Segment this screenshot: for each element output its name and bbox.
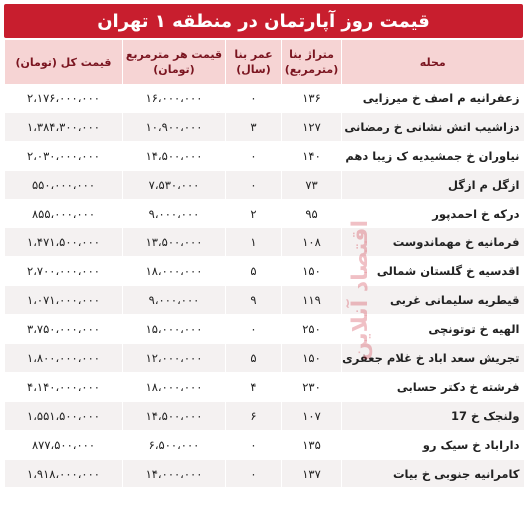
cell-size: ۱۵۰ xyxy=(282,257,342,286)
cell-area: داراباد خ سیک رو xyxy=(342,430,524,459)
cell-total: ۱،۹۱۸،۰۰۰،۰۰۰ xyxy=(5,459,123,488)
cell-size: ۱۵۰ xyxy=(282,344,342,373)
table-row xyxy=(5,199,524,228)
cell-total: ۸۵۵،۰۰۰،۰۰۰ xyxy=(5,199,123,228)
cell-size: ۱۱۹ xyxy=(282,286,342,315)
header-price: قیمت هر مترمربع (تومان) xyxy=(123,40,226,84)
cell-price: ۱۴،۵۰۰،۰۰۰ xyxy=(123,141,226,170)
cell-size: ۱۳۵ xyxy=(282,430,342,459)
table-row xyxy=(5,372,524,401)
cell-age: ۳ xyxy=(226,112,282,141)
cell-age: ۰ xyxy=(226,315,282,344)
header-row xyxy=(5,40,524,84)
cell-area: فرشته خ دکتر حسابی xyxy=(342,372,524,401)
cell-price: ۱۳،۵۰۰،۰۰۰ xyxy=(123,228,226,257)
cell-age: ۰ xyxy=(226,459,282,488)
cell-area: قیطریه سلیمانی غربی xyxy=(342,286,524,315)
cell-total: ۱،۴۷۱،۵۰۰،۰۰۰ xyxy=(5,228,123,257)
cell-size: ۱۰۸ xyxy=(282,228,342,257)
cell-total: ۲،۰۳۰،۰۰۰،۰۰۰ xyxy=(5,141,123,170)
table-row xyxy=(5,430,524,459)
cell-area: دزاشیب اتش نشانی خ رمضانی xyxy=(342,112,524,141)
cell-age: ۰ xyxy=(226,430,282,459)
watermark-text: اقتصاد آنلاین xyxy=(347,219,373,361)
table-row xyxy=(5,315,524,344)
cell-area: زعفرانیه م اصف خ میرزایی xyxy=(342,84,524,112)
cell-age: ۹ xyxy=(226,286,282,315)
cell-area: فرمانیه خ مهماندوست xyxy=(342,228,524,257)
cell-total: ۱،۰۷۱،۰۰۰،۰۰۰ xyxy=(5,286,123,315)
cell-price: ۷،۵۳۰،۰۰۰ xyxy=(123,170,226,199)
cell-area: کامرانیه جنوبی خ بیات xyxy=(342,459,524,488)
cell-area: اقدسیه خ گلستان شمالی xyxy=(342,257,524,286)
cell-size: ۲۳۰ xyxy=(282,372,342,401)
table-row xyxy=(5,228,524,257)
cell-total: ۲،۱۷۶،۰۰۰،۰۰۰ xyxy=(5,84,123,112)
cell-total: ۲،۷۰۰،۰۰۰،۰۰۰ xyxy=(5,257,123,286)
cell-price: ۱۴،۵۰۰،۰۰۰ xyxy=(123,401,226,430)
table-row xyxy=(5,459,524,488)
header-size: متراژ بنا (مترمربع) xyxy=(282,40,342,84)
cell-age: ۰ xyxy=(226,84,282,112)
table-row xyxy=(5,257,524,286)
table-row xyxy=(5,84,524,112)
cell-area: نیاوران خ جمشیدیه ک زیبا دهم xyxy=(342,141,524,170)
cell-total: ۱،۳۸۴،۳۰۰،۰۰۰ xyxy=(5,112,123,141)
table-row xyxy=(5,112,524,141)
cell-age: ۵ xyxy=(226,257,282,286)
cell-price: ۹،۰۰۰،۰۰۰ xyxy=(123,199,226,228)
cell-age: ۰ xyxy=(226,170,282,199)
cell-price: ۱۰،۹۰۰،۰۰۰ xyxy=(123,112,226,141)
cell-area: ازگل م ازگل xyxy=(342,170,524,199)
cell-area: درکه خ احمدپور xyxy=(342,199,524,228)
cell-size: ۱۳۶ xyxy=(282,84,342,112)
cell-total: ۱،۵۵۱،۵۰۰،۰۰۰ xyxy=(5,401,123,430)
table-row xyxy=(5,286,524,315)
cell-area: ولنجک خ 17 xyxy=(342,401,524,430)
cell-price: ۶،۵۰۰،۰۰۰ xyxy=(123,430,226,459)
table-row xyxy=(5,344,524,373)
cell-size: ۱۰۷ xyxy=(282,401,342,430)
cell-price: ۱۶،۰۰۰،۰۰۰ xyxy=(123,84,226,112)
cell-age: ۶ xyxy=(226,401,282,430)
cell-total: ۴،۱۴۰،۰۰۰،۰۰۰ xyxy=(5,372,123,401)
cell-price: ۱۵،۰۰۰،۰۰۰ xyxy=(123,315,226,344)
header-total: قیمت کل (تومان) xyxy=(5,40,123,84)
table-body xyxy=(5,84,524,488)
cell-size: ۱۲۷ xyxy=(282,112,342,141)
header-age: عمر بنا (سال) xyxy=(226,40,282,84)
table-title: قیمت روز آپارتمان در منطقه ۱ تهران xyxy=(4,4,523,38)
cell-price: ۱۸،۰۰۰،۰۰۰ xyxy=(123,372,226,401)
cell-total: ۸۷۷،۵۰۰،۰۰۰ xyxy=(5,430,123,459)
cell-age: ۵ xyxy=(226,344,282,373)
cell-area: تجریش سعد اباد خ غلام جعفری xyxy=(342,344,524,373)
cell-age: ۰ xyxy=(226,141,282,170)
cell-size: ۱۴۰ xyxy=(282,141,342,170)
cell-size: ۱۳۷ xyxy=(282,459,342,488)
price-table xyxy=(4,40,524,488)
cell-price: ۱۴،۰۰۰،۰۰۰ xyxy=(123,459,226,488)
cell-price: ۹،۰۰۰،۰۰۰ xyxy=(123,286,226,315)
cell-size: ۷۳ xyxy=(282,170,342,199)
header-area: محله xyxy=(342,40,524,84)
cell-price: ۱۲،۰۰۰،۰۰۰ xyxy=(123,344,226,373)
cell-age: ۲ xyxy=(226,199,282,228)
cell-size: ۲۵۰ xyxy=(282,315,342,344)
cell-age: ۱ xyxy=(226,228,282,257)
cell-total: ۱،۸۰۰،۰۰۰،۰۰۰ xyxy=(5,344,123,373)
cell-age: ۴ xyxy=(226,372,282,401)
table-row xyxy=(5,141,524,170)
cell-total: ۳،۷۵۰،۰۰۰،۰۰۰ xyxy=(5,315,123,344)
table-row xyxy=(5,170,524,199)
cell-size: ۹۵ xyxy=(282,199,342,228)
cell-total: ۵۵۰،۰۰۰،۰۰۰ xyxy=(5,170,123,199)
cell-price: ۱۸،۰۰۰،۰۰۰ xyxy=(123,257,226,286)
table-row xyxy=(5,401,524,430)
cell-area: الهیه خ توتونچی xyxy=(342,315,524,344)
